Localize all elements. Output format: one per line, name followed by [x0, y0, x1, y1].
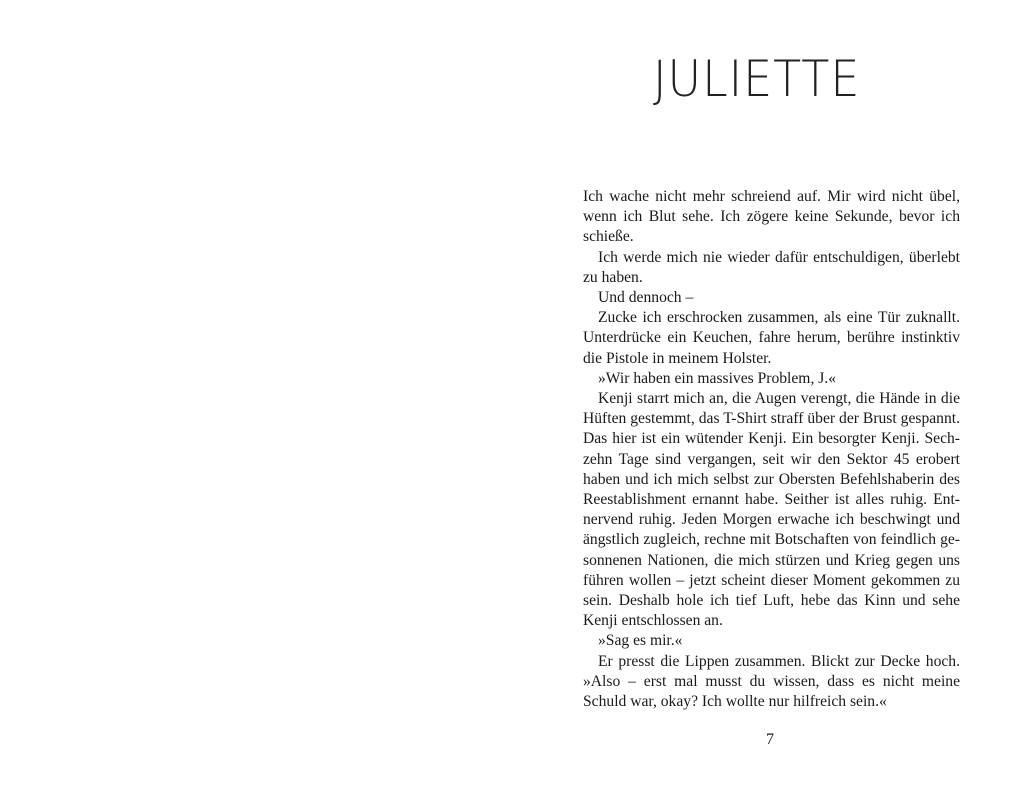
paragraph: Zucke ich erschrocken zusammen, als eine Tür zuknallt. Unterdrücke ein Keuchen, fahre herum, berühre instinktiv die Pistole in meinem Holster.	[583, 309, 960, 367]
paragraph: Kenji starrt mich an, die Augen verengt, die Hände in die Hüften gestemmt, das T-Shirt straff über der Brust gespannt. Das hier ist ein wütender Kenji. Ein besorgter Kenji. Sechzehn Tage sind vergangen, seit wir den Sektor 45 erobert haben und ich mich selbst zur Obersten Befehlshaberin des Reestablishment ernannt habe. Seither ist alles ruhig. Entnervend ruhig. Jeden Morgen erwache ich beschwingt und ängstlich zugleich, rechne mit Botschaften von feindlich gesonnenen Nationen, die mich stürzen und Krieg gegen uns führen wollen – jetzt scheint dieser Moment gekommen zu sein. Deshalb hole ich tief Luft, hebe das Kinn und sehe Kenji entschlossen an.	[583, 390, 960, 630]
paragraph: Ich wache nicht mehr schreiend auf. Mir wird nicht übel, wenn ich Blut sehe. Ich zögere keine Sekunde, bevor ich schieße.	[583, 188, 960, 246]
paragraph: »Sag es mir.«	[598, 632, 683, 650]
paragraph: Und dennoch –	[598, 289, 694, 307]
page-number: 7	[766, 731, 774, 748]
paragraph: Er presst die Lippen zusammen. Blickt zur Decke hoch. »Also – erst mal musst du wissen, dass es nicht meine Schuld war, okay? Ich wollte nur hilfreich sein.«	[583, 652, 960, 711]
paragraph: Ich werde mich nie wieder dafür entschuldigen, überlebt zu haben.	[583, 248, 960, 286]
body-text	[583, 187, 960, 712]
paragraph: »Wir haben ein massives Problem, J.«	[598, 369, 837, 387]
chapter-title: JULIETTE	[653, 50, 861, 108]
right-page	[510, 0, 1020, 808]
